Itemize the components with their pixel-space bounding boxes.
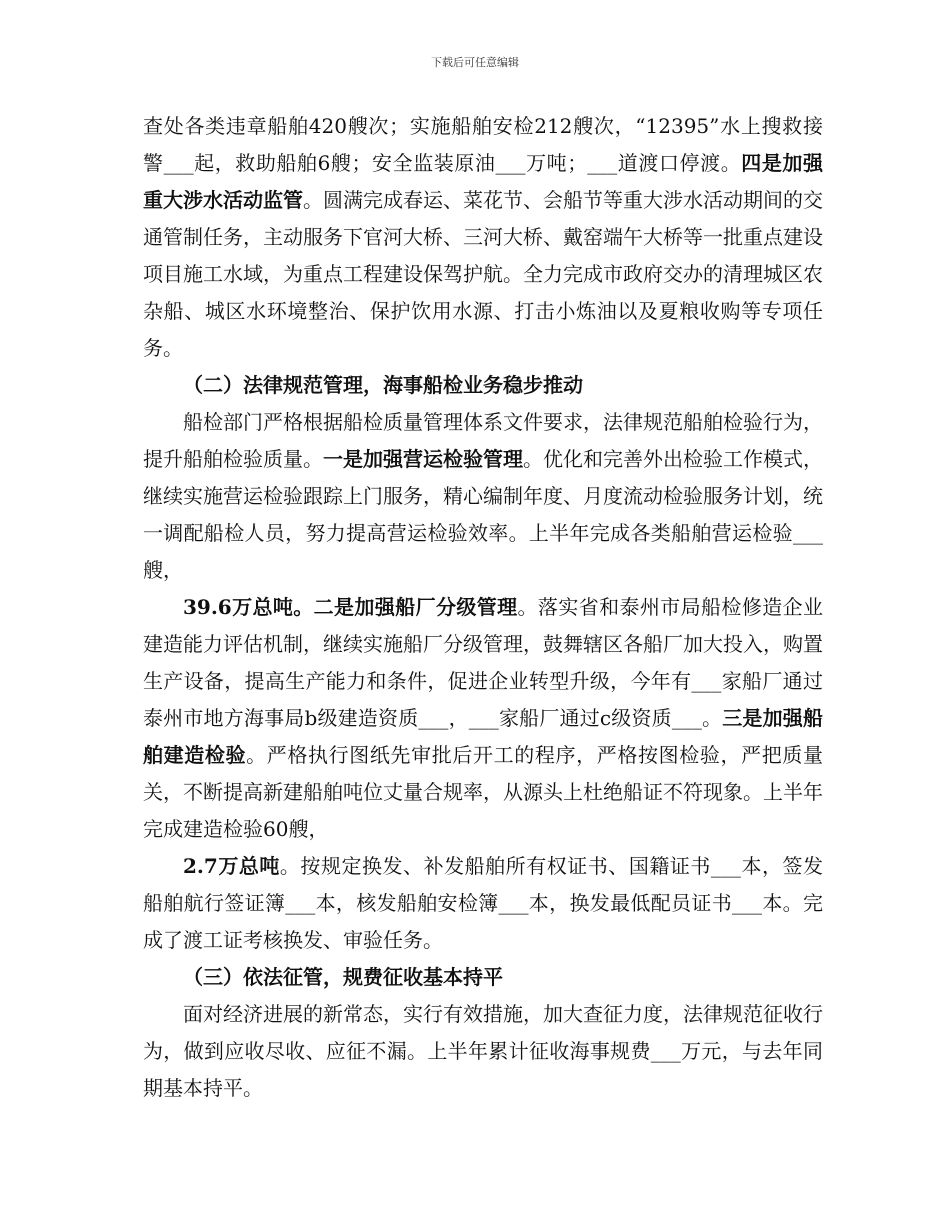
document-body <box>143 108 823 1107</box>
text-run: 船检部门严格根据船检质量管理体系文件要求，法律规范船舶检验行为，提升船舶检验质量。 <box>143 410 823 471</box>
paragraph-fees <box>143 996 823 1107</box>
text-run: 。优化和完善外出检验工作模式，继续实施营运检验跟踪上门服务，精心编制年度、月度流动检验服务计划，统一调配船检人员，努力提高营运检验效率。上半年完成各类船舶营运检验___艘， <box>143 447 823 582</box>
text-run: 面对经济进展的新常态，实行有效措施，加大查征力度，法律规范征收行为，做到应收尽收、应征不漏。上半年累计征收海事规费___万元，与去年同期基本持平。 <box>143 1002 823 1100</box>
text-run: 。严格执行图纸先审批后开工的程序，严格按图检验，严把质量关，不断提高新建船舶吨位丈量合规率，从源头上杜绝船证不符现象。上半年完成建造检验60艘， <box>143 743 823 841</box>
bold-point-two: 39.6万总吨。二是加强船厂分级管理 <box>183 595 518 619</box>
section-heading-2: （二）法律规范管理，海事船检业务稳步推动 <box>183 373 583 397</box>
paragraph-supervision <box>143 108 823 367</box>
paragraph-shipyard <box>143 589 823 848</box>
text-run: 。按规定换发、补发船舶所有权证书、国籍证书___本，签发船舶航行签证簿___本，核发船舶安检簿___本，换发最低配员证书___本。完成了渡工证考核换发、审验任务。 <box>143 854 824 952</box>
paragraph-ship-inspection <box>143 404 823 589</box>
bold-point-three: 三是加强船舶建造检验 <box>143 706 823 767</box>
paragraph-certificates <box>143 848 823 959</box>
text-run: 查处各类违章船舶420艘次；实施船舶安检212艘次，“12395”水上搜救接警___起，救助船舶6艘；安全监装原油___万吨；___道渡口停渡。 <box>143 114 823 175</box>
section-heading-3: （三）依法征管，规费征收基本持平 <box>183 965 503 989</box>
page-header: 下载后可任意编辑 <box>431 56 519 69</box>
bold-tonnage: 2.7万总吨 <box>183 854 280 878</box>
text-run: 。落实省和泰州市局船检修造企业建造能力评估机制，继续实施船厂分级管理，鼓舞辖区各船厂加大投入，购置生产设备，提高生产能力和条件，促进企业转型升级，今年有___家船厂通过泰州市地方海事局b级建造资质___，___家船厂通过c级资质___。 <box>143 595 823 730</box>
text-run: 。圆满完成春运、菜花节、会船节等重大涉水活动期间的交通管制任务，主动服务下官河大桥、三河大桥、戴窑端午大桥等一批重点建设项目施工水域，为重点工程建设保驾护航。全力完成市政府交办的清理城区农杂船、城区水环境整治、保护饮用水源、打击小炼油以及夏粮收购等专项任务。 <box>143 188 823 360</box>
bold-point-four: 四是加强重大涉水活动监管 <box>143 151 823 212</box>
bold-point-one: 一是加强营运检验管理 <box>323 447 523 471</box>
